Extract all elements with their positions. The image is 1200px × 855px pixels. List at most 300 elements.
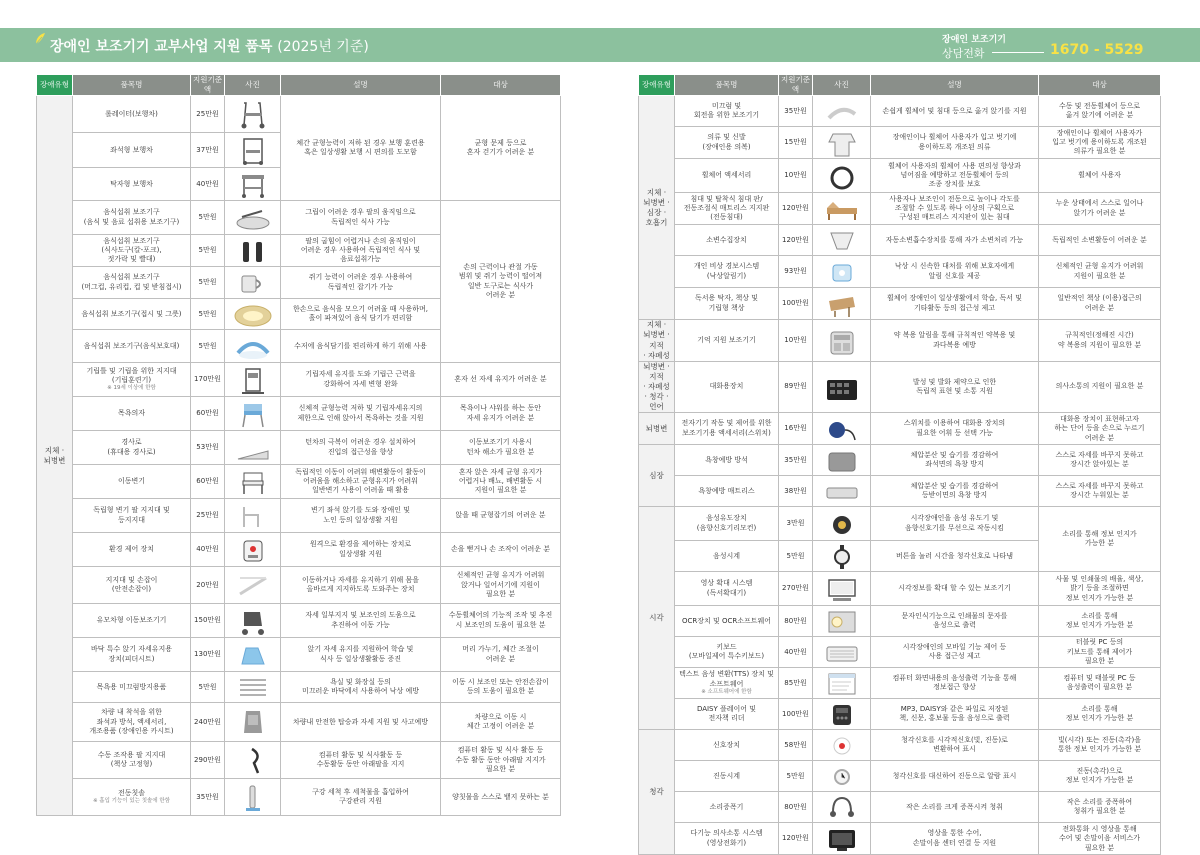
- item-amount: 5만원: [191, 672, 225, 703]
- table-row: [37, 465, 561, 499]
- table-row: [37, 638, 561, 672]
- item-photo: [813, 606, 871, 637]
- item-photo: [813, 256, 871, 288]
- disability-type: 지체 · 뇌병변: [37, 96, 73, 816]
- plate-icon: [232, 299, 274, 329]
- tts-software-icon: [821, 668, 863, 698]
- vibrating-watch-icon: [821, 761, 863, 791]
- item-amount: 120만원: [779, 225, 813, 256]
- item-photo: [225, 672, 281, 703]
- item-description: 신체적 균형능력 저하 및 기립자세유지의 제한으로 인해 앉아서 목욕하는 것을 지원: [281, 397, 441, 431]
- item-description: 자동소변흡수장치를 통해 자가 소변처리 가능: [871, 225, 1039, 256]
- table-row: [37, 363, 561, 397]
- item-photo: [813, 792, 871, 823]
- table-row: [37, 742, 561, 779]
- col-desc: 설명: [281, 75, 441, 96]
- item-description: 한손으로 음식을 모으기 어려울 때 사용하며, 흘이 파져있어 음식 담기가 편리함: [281, 299, 441, 330]
- item-amount: 40만원: [779, 637, 813, 668]
- item-name: 소리증폭기: [675, 792, 779, 823]
- item-target: 컴퓨터 활동 및 식사 활동 등 수동 활동 동안 아래팔 지지가 필요한 분: [441, 742, 561, 779]
- item-name: 대화용장치: [675, 361, 779, 413]
- item-name: 수동 조작용 팔 지지대 (책상 고정형): [73, 742, 191, 779]
- video-magnifier-icon: [821, 574, 863, 604]
- item-photo: [225, 299, 281, 330]
- item-description: 발성 및 발화 제약으로 인한 독립적 표현 및 소통 지원: [871, 361, 1039, 413]
- item-name: 텍스트 음성 변환(TTS) 장치 및 소프트웨어 ※ 소프트웨어에 한함: [675, 668, 779, 699]
- eating-aid-icon: [232, 203, 274, 233]
- item-photo: [225, 533, 281, 567]
- item-photo: [225, 363, 281, 397]
- item-target: 신체적인 균형 유지가 어려워 앉거나 일어서기에 지원이 필요한 분: [441, 567, 561, 604]
- car-seat-icon: [232, 707, 274, 737]
- item-description: 컴퓨터 활동 및 식사활동 등 수동활동 동안 아래팔을 지지: [281, 742, 441, 779]
- item-target: 규칙적인(정해진 시간) 약 복용의 지원이 필요한 분: [1039, 320, 1161, 362]
- item-photo: [813, 507, 871, 541]
- item-name: 영상 확대 시스템 (독서확대기): [675, 572, 779, 606]
- item-description: 시각장애인을 음성 유도기 및 음향신호기를 무선으로 작동시킴: [871, 507, 1039, 541]
- item-amount: 25만원: [191, 499, 225, 533]
- cushion-icon: [821, 445, 863, 475]
- item-amount: 80만원: [779, 792, 813, 823]
- item-description: 컴퓨터 화면내용의 음성출력 기능을 통해 정보접근 향상: [871, 668, 1039, 699]
- item-name: 독립형 변기 팔 지지대 및 등지지대: [73, 499, 191, 533]
- item-name: 다기능 의사소통 시스템 (영상전화기): [675, 823, 779, 855]
- grab-bar-icon: [232, 570, 274, 600]
- item-photo: [813, 761, 871, 792]
- item-amount: 80만원: [779, 606, 813, 637]
- item-target: 머리 가누기, 체간 조절이 어려운 분: [441, 638, 561, 672]
- item-photo: [813, 159, 871, 193]
- item-photo: [813, 730, 871, 761]
- keyboard-icon: [821, 637, 863, 667]
- item-amount: 37만원: [191, 133, 225, 168]
- item-description: 휠체어 장애인이 일상생활에서 학습, 독서 및 기타활동 등의 접근성 제고: [871, 288, 1039, 320]
- item-name: 키보드 (모바일제어 특수키보드): [675, 637, 779, 668]
- item-target: 진동(촉각)으로 정보 인지가 가능한 분: [1039, 761, 1161, 792]
- item-amount: 60만원: [191, 465, 225, 499]
- item-amount: 53만원: [191, 431, 225, 465]
- item-name: 음성유도장치 (음향신호기리모컨): [675, 507, 779, 541]
- item-amount: 40만원: [191, 533, 225, 567]
- item-description: 장애인이나 휠체어 사용자가 입고 벗기에 용이하도록 개조된 의류: [871, 127, 1039, 159]
- utensils-icon: [232, 236, 274, 266]
- col-amount: 지원기준액: [191, 75, 225, 96]
- item-amount: 5만원: [191, 267, 225, 299]
- table-row: [37, 499, 561, 533]
- item-photo: [225, 604, 281, 638]
- table-row: [37, 672, 561, 703]
- item-target: 혼자 앉은 자세 균형 유지가 어렵거나 배뇨, 배변활동 시 지원이 필요한 분: [441, 465, 561, 499]
- seated-walker-icon: [232, 135, 274, 165]
- table-row: [639, 572, 1161, 606]
- item-name: 의류 및 신발 (장애인용 의복): [675, 127, 779, 159]
- item-photo: [225, 168, 281, 201]
- item-target: 컴퓨터 및 태블릿 PC 등 음성출력이 필요한 분: [1039, 668, 1161, 699]
- urine-collector-icon: [821, 225, 863, 255]
- item-target: 스스로 자세를 바꾸지 못하고 장시간 앉아있는 분: [1039, 445, 1161, 476]
- item-amount: 100만원: [779, 699, 813, 730]
- item-description: 문자인식기능으로 인쇄물의 문자를 음성으로 출력: [871, 606, 1039, 637]
- item-target: 휠체어 사용자: [1039, 159, 1161, 193]
- item-description: 시각장애인의 모바일 기능 제어 등 사용 접근성 제고: [871, 637, 1039, 668]
- table-row: [37, 533, 561, 567]
- item-amount: 130만원: [191, 638, 225, 672]
- communication-device-icon: [821, 372, 863, 402]
- item-amount: 3만원: [779, 507, 813, 541]
- mug-icon: [232, 268, 274, 298]
- item-target: 소리를 통해 정보 인지가 가능한 분: [1039, 606, 1161, 637]
- table-row: [639, 445, 1161, 476]
- item-amount: 5만원: [191, 299, 225, 330]
- transfer-board-icon: [821, 96, 863, 126]
- item-photo: [225, 638, 281, 672]
- item-target: 목욕이나 샤워를 하는 동안 자세 유지가 어려운 분: [441, 397, 561, 431]
- item-note: ※ 소프트웨어에 한함: [701, 689, 752, 696]
- table-walker-icon: [232, 169, 274, 199]
- item-photo: [813, 127, 871, 159]
- item-target: 의사소통의 지원이 필요한 분: [1039, 361, 1161, 413]
- item-description: 체간 균형능력이 저하 된 경우 보행 훈련용 혹은 일상생활 보행 시 편의를 도모함: [281, 96, 441, 201]
- item-photo: [813, 637, 871, 668]
- item-amount: 20만원: [191, 567, 225, 604]
- table-row: [639, 792, 1161, 823]
- item-amount: 290만원: [191, 742, 225, 779]
- item-photo: [813, 225, 871, 256]
- item-description: 휠체어 사용자의 휠체어 사용 편의성 향상과 넘어짐을 예방하고 전동휠체어 등의 조종 장치를 보호: [871, 159, 1039, 193]
- item-amount: 5만원: [191, 330, 225, 363]
- video-phone-icon: [821, 824, 863, 854]
- item-amount: 85만원: [779, 668, 813, 699]
- item-target: 차량으로 이동 시 체간 고정이 어려운 분: [441, 703, 561, 742]
- item-amount: 100만원: [779, 288, 813, 320]
- item-description: 수저에 음식담기를 편리하게 하기 위해 사용: [281, 330, 441, 363]
- item-name: 독서용 탁자, 책상 및 기립형 책상: [675, 288, 779, 320]
- col-photo: 사진: [813, 75, 871, 96]
- table-row: [639, 699, 1161, 730]
- item-target: 작은 소리를 증폭하여 청취가 필요한 분: [1039, 792, 1161, 823]
- item-photo: [813, 413, 871, 445]
- item-description: 변기 좌석 앉기를 도와 장애인 및 노인 등의 일상생활 지원: [281, 499, 441, 533]
- item-target: 이동보조기기 사용시 턴차 해소가 필요한 분: [441, 431, 561, 465]
- commode-icon: [232, 467, 274, 497]
- table-row: [37, 779, 561, 816]
- item-description: 체압분산 및 습기를 경감하여 좌석면의 욕창 방지: [871, 445, 1039, 476]
- item-name: 목욕용 미끄럼방지용품: [73, 672, 191, 703]
- item-name: 음식섭취 보조기구 (음식 및 음료 섭취용 보조기구): [73, 201, 191, 235]
- item-target: 신체적인 균형 유지가 어려워 지원이 필요한 분: [1039, 256, 1161, 288]
- table-row: [639, 193, 1161, 225]
- item-photo: [225, 96, 281, 133]
- item-name: 기억 지원 보조기기: [675, 320, 779, 362]
- item-photo: [225, 431, 281, 465]
- item-amount: 270만원: [779, 572, 813, 606]
- item-photo: [813, 445, 871, 476]
- table-row: [639, 761, 1161, 792]
- item-amount: 60만원: [191, 397, 225, 431]
- item-name: 휠체어 액세서리: [675, 159, 779, 193]
- item-photo: [813, 476, 871, 507]
- item-description: 쥐기 능력이 어려운 경우 사용하여 독립적인 잡기가 가능: [281, 267, 441, 299]
- item-amount: 5만원: [191, 201, 225, 235]
- item-amount: 16만원: [779, 413, 813, 445]
- item-photo: [225, 703, 281, 742]
- item-target: 양칫물을 스스로 뱉지 못하는 분: [441, 779, 561, 816]
- item-description: 턴차의 극복이 어려운 경우 설치하여 진입의 접근성을 향상: [281, 431, 441, 465]
- item-photo: [813, 668, 871, 699]
- item-amount: 5만원: [191, 235, 225, 267]
- disability-type: 지체 · 뇌병변 · 지적 · 자폐성: [639, 320, 675, 362]
- item-photo: [813, 320, 871, 362]
- support-table-right: [638, 74, 1161, 855]
- item-description: MP3, DAISY와 같은 파일로 저장된 책, 신문, 홍보물 등을 음성으로 출력: [871, 699, 1039, 730]
- support-table-left: [36, 74, 561, 816]
- item-photo: [813, 699, 871, 730]
- item-amount: 170만원: [191, 363, 225, 397]
- item-name: 바닥 특수 앉기 자세유지용 장치(피더시트): [73, 638, 191, 672]
- item-amount: 150만원: [191, 604, 225, 638]
- item-target: 전화통화 시 영상을 통해 수어 및 손말이음 서비스가 필요한 분: [1039, 823, 1161, 855]
- item-description: 욕실 및 화장실 등의 미끄러운 바닥에서 사용하여 낙상 예방: [281, 672, 441, 703]
- reading-desk-icon: [821, 289, 863, 319]
- feeder-seat-icon: [232, 640, 274, 670]
- item-name: 침대 및 탈착식 침대 판/ 전동조절식 매트리스 지지판 (전동침대): [675, 193, 779, 225]
- table-row: [639, 413, 1161, 445]
- col-target: 대상: [1039, 75, 1161, 96]
- mattress-icon: [821, 476, 863, 506]
- item-target: 손을 뻗거나 손 조작이 어려운 분: [441, 533, 561, 567]
- item-description: 사용자나 보조인이 전동으로 높이나 각도를 조절할 수 있도록 하나 이상의 구획으로 구성된 매트리스 지지판이 있는 침대: [871, 193, 1039, 225]
- anti-slip-mat-icon: [232, 672, 274, 702]
- item-photo: [813, 361, 871, 413]
- electric-bed-icon: [821, 194, 863, 224]
- wheelchair-accessory-icon: [821, 161, 863, 191]
- item-amount: 58만원: [779, 730, 813, 761]
- disability-type: 지체 · 뇌병변 · 심장 · 호흡기: [639, 96, 675, 320]
- item-name: 욕창예방 매트리스: [675, 476, 779, 507]
- table-row: [639, 96, 1161, 127]
- item-amount: 93만원: [779, 256, 813, 288]
- item-amount: 10만원: [779, 320, 813, 362]
- item-name: 개인 비상 경보시스템 (낙상알림기): [675, 256, 779, 288]
- item-description: 앉기 자세 유지를 지원하여 학습 및 식사 등 일상생활활동 증진: [281, 638, 441, 672]
- item-target: 독립적인 소변활동이 어려운 분: [1039, 225, 1161, 256]
- item-name: 좌석형 보행차: [73, 133, 191, 168]
- rollator-icon: [232, 99, 274, 129]
- item-target: 손의 근력이나 관절 가동 범위 및 쥐기 능력이 떨어져 일반 도구로는 식사가 어려운 분: [441, 201, 561, 363]
- switch-icon: [821, 414, 863, 444]
- item-description: 손쉽게 휠체어 및 침대 등으로 옮겨 앉기를 지원: [871, 96, 1039, 127]
- table-row: [639, 476, 1161, 507]
- item-name: 음성시계: [675, 541, 779, 572]
- item-amount: 5만원: [779, 541, 813, 572]
- table-row: [37, 604, 561, 638]
- item-description: 버튼을 눌러 시간을 청각신호로 나타냄: [871, 541, 1039, 572]
- item-name: 롤레이터(보행차): [73, 96, 191, 133]
- item-name: 지지대 및 손잡이 (안전손잡이): [73, 567, 191, 604]
- item-description: 낙상 시 신속한 대처를 위해 보호자에게 알림 신호를 제공: [871, 256, 1039, 288]
- item-name: 진동시계: [675, 761, 779, 792]
- table-row: [639, 288, 1161, 320]
- item-name: 전자기기 작동 및 제어를 위한 보조기기용 액세서리(스위치): [675, 413, 779, 445]
- item-description: 체압분산 및 습기를 경감하여 등받이면의 욕창 방지: [871, 476, 1039, 507]
- item-description: 기립자세 유지를 도와 기립근 근력을 강화하여 자세 변형 완화: [281, 363, 441, 397]
- item-name: 기립틀 및 기립을 위한 지지대 (기립훈련기) ※ 19세 이상에 한함: [73, 363, 191, 397]
- item-amount: 240만원: [191, 703, 225, 742]
- table-row: [37, 567, 561, 604]
- item-photo: [225, 465, 281, 499]
- item-photo: [225, 201, 281, 235]
- food-guard-icon: [232, 331, 274, 361]
- col-type: 장애유형: [639, 75, 675, 96]
- item-photo: [225, 133, 281, 168]
- table-row: [639, 606, 1161, 637]
- item-target: 장애인이나 휠체어 사용자가 입고 벗기에 용이하도록 개조된 의류가 필요한 분: [1039, 127, 1161, 159]
- item-description: 스위치를 이용하여 대화용 장치의 필요한 어휘 등 선택 가능: [871, 413, 1039, 445]
- table-row: [639, 668, 1161, 699]
- item-amount: 120만원: [779, 193, 813, 225]
- item-target: 소리를 통해 정보 인지가 가능한 분: [1039, 507, 1161, 572]
- leaf-icon: [34, 32, 46, 46]
- col-name: 품목명: [675, 75, 779, 96]
- item-description: 청각신호를 대신하여 진동으로 알람 표시: [871, 761, 1039, 792]
- table-row: [639, 159, 1161, 193]
- item-photo: [813, 288, 871, 320]
- item-name: 소변수집장치: [675, 225, 779, 256]
- disability-type: 청각: [639, 730, 675, 855]
- item-name: 욕창예방 방석: [675, 445, 779, 476]
- table-row: [37, 201, 561, 235]
- item-target: 균형 문제 등으로 혼자 걷기가 어려운 분: [441, 96, 561, 201]
- item-photo: [225, 779, 281, 816]
- item-target: 누운 상태에서 스스로 일어나 앉기가 어려운 분: [1039, 193, 1161, 225]
- item-name: 전동칫솔 ※ 흡입 기능이 있는 칫솔에 한함: [73, 779, 191, 816]
- table-row: [639, 320, 1161, 362]
- col-type: 장애유형: [37, 75, 73, 96]
- fall-alarm-icon: [821, 257, 863, 287]
- item-description: 자세 일부지지 및 보조인의 도움으로 추진하여 이동 가능: [281, 604, 441, 638]
- disability-type: 뇌병변: [639, 413, 675, 445]
- item-name: 미끄럼 및 회전을 위한 보조기기: [675, 96, 779, 127]
- item-name: DAISY 플레이어 및 전자책 리더: [675, 699, 779, 730]
- table-row: [37, 431, 561, 465]
- item-target: 터블릿 PC 등의 키보드를 통해 제어가 필요한 분: [1039, 637, 1161, 668]
- item-description: 차량내 안전한 탑승과 자세 지원 및 사고예방: [281, 703, 441, 742]
- item-target: 대화용 장치이 표현하고자 하는 단어 등을 손으로 누르기 어려운 분: [1039, 413, 1161, 445]
- standing-frame-icon: [232, 365, 274, 395]
- item-amount: 5만원: [779, 761, 813, 792]
- disability-type: 심장: [639, 445, 675, 507]
- pill-organizer-icon: [821, 326, 863, 356]
- item-amount: 35만원: [779, 445, 813, 476]
- contact-box: [942, 32, 1142, 60]
- table-row: [37, 703, 561, 742]
- bath-chair-icon: [232, 399, 274, 429]
- item-name: OCR장치 및 OCR소프트웨어: [675, 606, 779, 637]
- item-photo: [813, 572, 871, 606]
- item-target: 소리를 통해 정보 인지가 가능한 분: [1039, 699, 1161, 730]
- item-photo: [225, 742, 281, 779]
- item-description: 시각정보를 확대 할 수 있는 보조기기: [871, 572, 1039, 606]
- item-description: 영상을 통한 수어, 손말이음 센터 연결 등 지원: [871, 823, 1039, 855]
- item-name: 이동변기: [73, 465, 191, 499]
- disability-type: 시각: [639, 507, 675, 730]
- item-description: 그립이 어려운 경우 팔의 움직임으로 독립적인 식사 가능: [281, 201, 441, 235]
- table-row: [639, 507, 1161, 541]
- item-photo: [225, 267, 281, 299]
- item-amount: 120만원: [779, 823, 813, 855]
- table-row: [37, 397, 561, 431]
- item-amount: 35만원: [779, 96, 813, 127]
- table-row: [639, 256, 1161, 288]
- item-target: 혼자 선 자세 유지가 어려운 분: [441, 363, 561, 397]
- item-target: 스스로 자세를 바꾸지 못하고 장시간 누워있는 분: [1039, 476, 1161, 507]
- item-name: 음식섭취 보조기구 (식사도구(칼-포크), 젓가락 및 빨대): [73, 235, 191, 267]
- item-name: 목욕의자: [73, 397, 191, 431]
- item-photo: [225, 330, 281, 363]
- item-amount: 38만원: [779, 476, 813, 507]
- disability-type: 뇌병변 · 지적 · 자폐성 · 청각 · 언어: [639, 361, 675, 413]
- toilet-support-icon: [232, 501, 274, 531]
- contact-divider: [992, 52, 1044, 53]
- audio-beacon-remote-icon: [821, 509, 863, 539]
- item-photo: [225, 397, 281, 431]
- item-name: 음식섭취 보조기구 (머그컵, 유리컵, 컵 및 받침접시): [73, 267, 191, 299]
- col-name: 품목명: [73, 75, 191, 96]
- item-name: 유모차형 이동보조기기: [73, 604, 191, 638]
- table-row: [639, 730, 1161, 761]
- item-photo: [225, 567, 281, 604]
- table-row: [639, 361, 1161, 413]
- item-photo: [813, 193, 871, 225]
- item-target: 사물 및 인쇄물의 배율, 색상, 밝기 등을 조절하면 정보 인지가 가능한 분: [1039, 572, 1161, 606]
- item-photo: [225, 235, 281, 267]
- col-photo: 사진: [225, 75, 281, 96]
- signal-device-icon: [821, 730, 863, 760]
- item-target: 빛(시각) 또는 진동(촉각)을 통한 정보 인지가 가능한 분: [1039, 730, 1161, 761]
- table-row: [639, 225, 1161, 256]
- item-name: 환경 제어 장치: [73, 533, 191, 567]
- item-amount: 35만원: [191, 779, 225, 816]
- header-banner: [0, 28, 1200, 62]
- item-target: 일반적인 책상 (이용)접근의 어려운 분: [1039, 288, 1161, 320]
- item-photo: [813, 823, 871, 855]
- col-target: 대상: [441, 75, 561, 96]
- item-target: 이동 시 보조인 또는 안전손잡이 등의 도움이 필요한 분: [441, 672, 561, 703]
- item-description: 작은 소리를 크게 증폭시켜 청취: [871, 792, 1039, 823]
- item-description: 청각신호를 시각적신호(빛, 진동)로 변환하여 표시: [871, 730, 1039, 761]
- item-name: 경사로 (휴대용 경사로): [73, 431, 191, 465]
- item-photo: [813, 96, 871, 127]
- ocr-device-icon: [821, 606, 863, 636]
- item-amount: 89만원: [779, 361, 813, 413]
- contact-label: 장애인 보조기기: [942, 35, 1006, 45]
- item-target: 수동휠체어의 기능적 조작 및 추진 시 보조인의 도움이 필요한 분: [441, 604, 561, 638]
- item-description: 팔의 굽힘이 어렵거나 손의 움직임이 어려운 경우 사용하여 독립적인 식사 및 음료섭취가능: [281, 235, 441, 267]
- item-amount: 15만원: [779, 127, 813, 159]
- item-target: 앉을 때 균형잡기의 어려운 분: [441, 499, 561, 533]
- item-amount: 25만원: [191, 96, 225, 133]
- toothbrush-icon: [232, 782, 274, 812]
- item-name: 탁자형 보행차: [73, 168, 191, 201]
- item-description: 독립적인 이동이 어려워 배변활동이 활동이 어려움을 해소하고 균형유지가 어려워 일반변기 사용이 어려울 때 활용: [281, 465, 441, 499]
- table-row: [37, 96, 561, 133]
- item-amount: 10만원: [779, 159, 813, 193]
- adaptive-clothing-icon: [821, 128, 863, 158]
- phone-number: 1670 - 5529: [1050, 42, 1144, 58]
- item-target: 수동 및 전동휠체어 등으로 옮겨 앉기에 어려운 분: [1039, 96, 1161, 127]
- table-row: [639, 637, 1161, 668]
- item-note: ※ 흡입 기능이 있는 칫솔에 한함: [92, 798, 171, 805]
